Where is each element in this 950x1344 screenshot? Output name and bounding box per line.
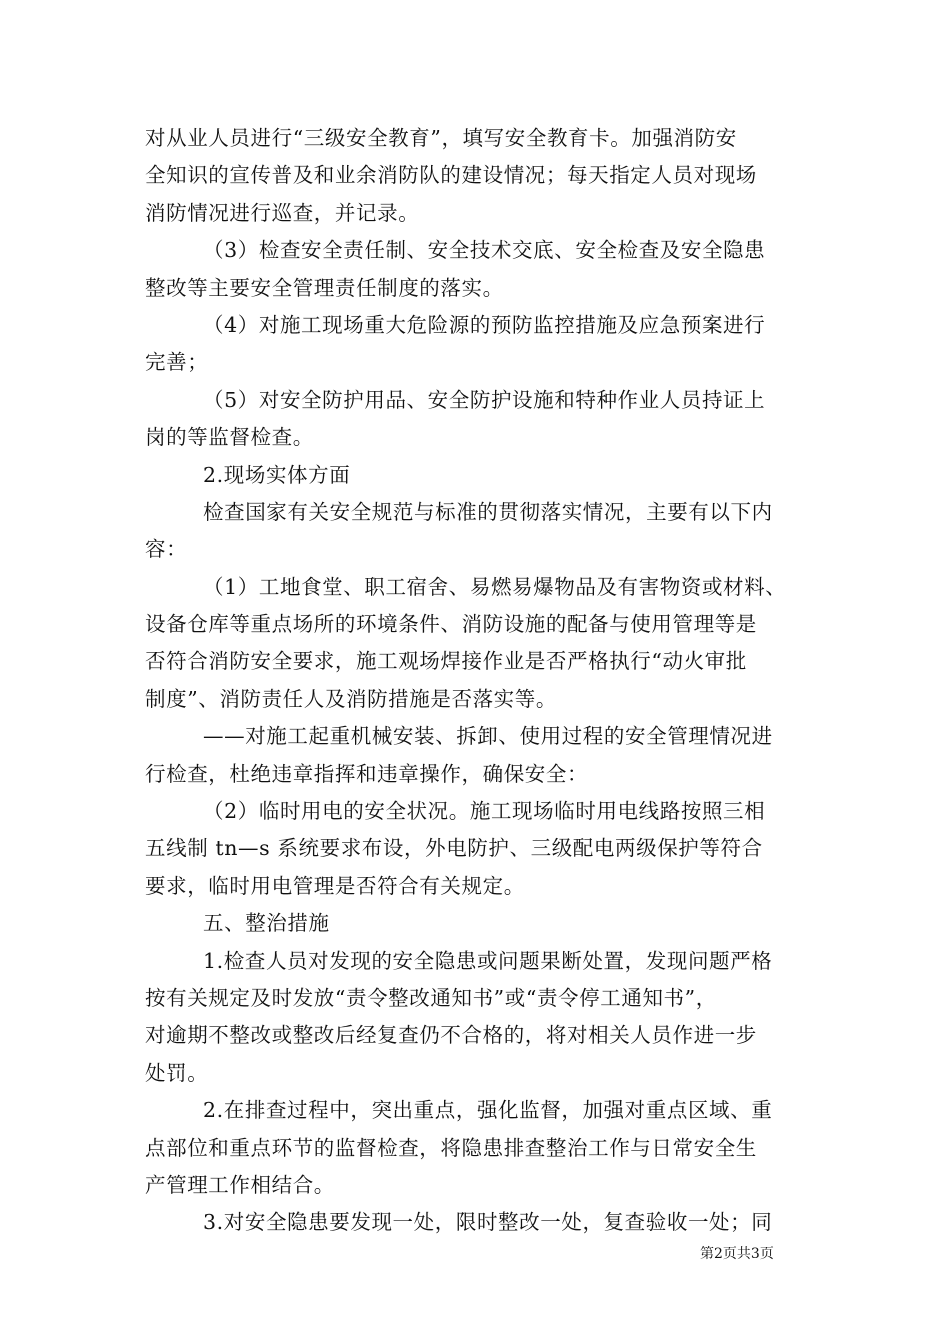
text-line: 对逾期不整改或整改后经复查仍不合格的，将对相关人员作进一步 [145, 1023, 757, 1048]
text-line: 要求，临时用电管理是否符合有关规定。 [145, 873, 525, 898]
page-number: 第2页共3页 [700, 1246, 774, 1262]
text-line: 制度”、消防责任人及消防措施是否落实等。 [145, 686, 557, 711]
text-line: 设备仓库等重点场所的环境条件、消防设施的配备与使用管理等是 [145, 612, 757, 637]
text-line: （4）对施工现场重大危险源的预防监控措施及应急预案进行 [203, 312, 766, 337]
text-line: 1.检查人员对发现的安全隐患或问题果断处置，发现问题严格 [203, 948, 773, 973]
text-line: （1）工地食堂、职工宿舍、易燃易爆物品及有害物资或材料、 [203, 574, 787, 599]
text-line: 岗的等监督检查。 [145, 425, 314, 450]
text-line: （2）临时用电的安全状况。施工现场临时用电线路按照三相 [203, 799, 766, 824]
text-line: 否符合消防安全要求，施工观场焊接作业是否严格执行“动火审批 [145, 649, 747, 674]
text-line: 产管理工作相结合。 [145, 1172, 335, 1197]
text-line: 全知识的宣传普及和业余消防队的建设情况；每天指定人员对现场 [145, 163, 757, 188]
text-line: （5）对安全防护用品、安全防护设施和特种作业人员持证上 [203, 387, 766, 412]
text-line: 3.对安全隐患要发现一处，限时整改一处，复查验收一处；同 [203, 1210, 773, 1235]
text-line: 检查国家有关安全规范与标准的贯彻落实情况，主要有以下内 [203, 499, 773, 524]
text-line: 行检查，杜绝违章指挥和违章操作，确保安全： [145, 761, 589, 786]
text-line: 点部位和重点环节的监督检查，将隐患排查整治工作与日常安全生 [145, 1135, 757, 1160]
section-heading: 五、整治措施 [203, 911, 330, 936]
text-line: 整改等主要安全管理责任制度的落实。 [145, 275, 504, 300]
section-heading: 2.现场实体方面 [203, 462, 351, 487]
text-line: 按有关规定及时发放“责令整改通知书”或“责令停工通知书”， [145, 985, 717, 1010]
text-line: 容： [145, 537, 188, 562]
text-line: 完善； [145, 350, 209, 375]
text-line: 2.在排查过程中，突出重点，强化监督，加强对重点区域、重 [203, 1098, 773, 1123]
text-line: （3）检查安全责任制、安全技术交底、安全检查及安全隐患 [203, 238, 766, 263]
text-line: ——对施工起重机械安装、拆卸、使用过程的安全管理情况进 [203, 724, 773, 749]
text-line: 处罚。 [145, 1060, 209, 1085]
text-line: 消防情况进行巡查，并记录。 [145, 200, 420, 225]
document-body [145, 120, 810, 1242]
text-line: 对从业人员进行“三级安全教育”，填写安全教育卡。加强消防安 [145, 126, 737, 150]
text-line: 五线制 tn—s 系统要求布设，外电防护、三级配电两级保护等符合 [145, 836, 763, 861]
